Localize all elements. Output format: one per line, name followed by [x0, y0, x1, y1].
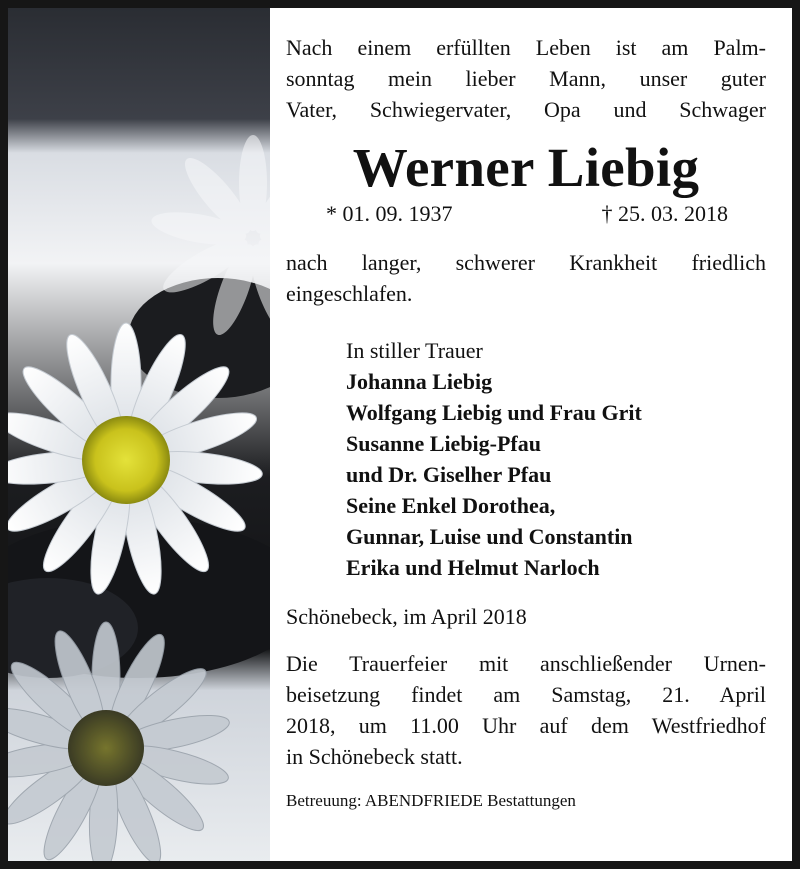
intro-line: Vater, Schwiegervater, Opa und Schwager — [286, 97, 766, 122]
mourner-line: Erika und Helmut Narloch — [346, 555, 600, 580]
funeral-home-credit: Betreuung: ABENDFRIEDE Bestattungen — [286, 791, 576, 810]
life-dates — [286, 199, 766, 229]
ceremony-line: beisetzung findet am Samstag, 21. April — [286, 682, 766, 707]
daisy-photo — [8, 8, 270, 861]
obituary-text — [286, 32, 766, 812]
mourner-line: Susanne Liebig-Pfau — [346, 431, 541, 456]
ceremony-line: Die Trauerfeier mit anschließender Urnen- — [286, 651, 766, 676]
intro-line: sonntag mein lieber Mann, unser guter — [286, 66, 766, 91]
place-date: Schönebeck, im April 2018 — [286, 604, 527, 629]
deceased-name: Werner Liebig — [352, 137, 700, 198]
mourner-line: und Dr. Giselher Pfau — [346, 462, 552, 487]
intro-line: Nach einem erfüllten Leben ist am Palm- — [286, 35, 766, 60]
passing-line: nach langer, schwerer Krankheit friedlich — [286, 250, 766, 275]
ceremony-line: in Schönebeck statt. — [286, 744, 463, 769]
mourning-intro: In stiller Trauer — [346, 338, 483, 363]
birth-date: * 01. 09. 1937 — [326, 201, 453, 226]
death-date: † 25. 03. 2018 — [601, 201, 728, 226]
mourner-line: Johanna Liebig — [346, 369, 493, 394]
mourner-line: Seine Enkel Dorothea, — [346, 493, 556, 518]
mourners-block — [286, 335, 766, 583]
passing-line: eingeschlafen. — [286, 281, 413, 306]
ceremony-block — [286, 648, 766, 772]
mourner-line: Gunnar, Luise und Constantin — [346, 524, 633, 549]
ceremony-line: 2018, um 11.00 Uhr auf dem Westfriedhof — [286, 713, 766, 738]
mourner-line: Wolfgang Liebig und Frau Grit — [346, 400, 642, 425]
